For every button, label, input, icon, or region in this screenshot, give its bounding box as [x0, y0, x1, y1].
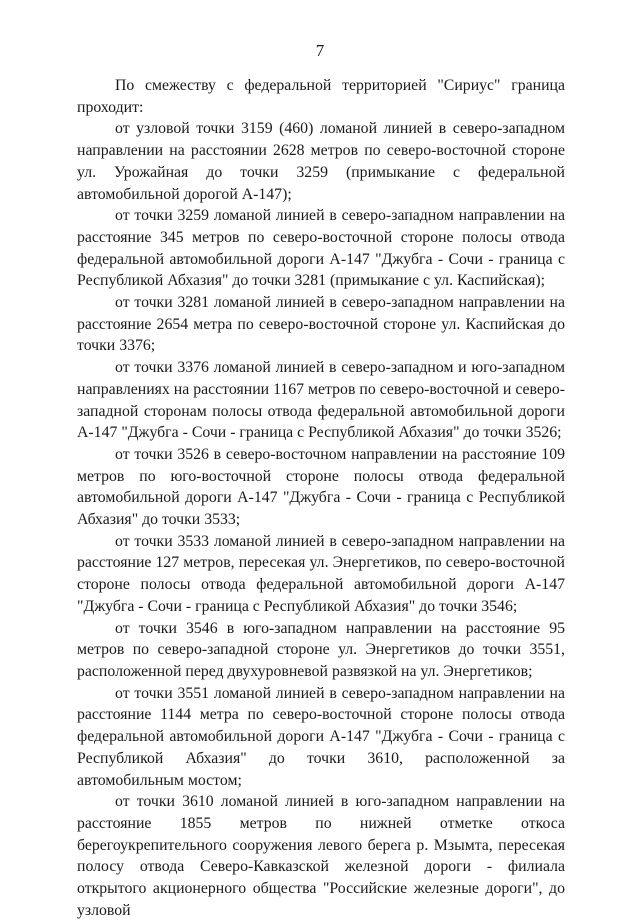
- paragraph-segment-3526: от точки 3526 в северо-восточном направлении на расстояние 109 метров по юго-восточной стороне полосы отвода федеральной автомобильной дороги А-147 "Джубга - Сочи - граница с Республикой Абхазия" до точки 3533;: [77, 445, 565, 529]
- document-body: [77, 75, 565, 921]
- page-number: 7: [315, 41, 325, 60]
- paragraph-segment-3533: от точки 3533 ломаной линией в северо-западном направлении на расстояние 127 метров, пересекая ул. Энергетиков, по северо-восточной стороне полосы отвода федеральной автомобильной дороги А-147 "Джубга - Сочи - граница с Республикой Абхазия" до точки 3546;: [77, 532, 565, 615]
- paragraph-segment-3281: от точки 3281 ломаной линией в северо-западном направлении на расстояние 2654 метра по северо-восточной стороне ул. Каспийская до точки 3376;: [77, 294, 565, 355]
- paragraph-segment-3159: от узловой точки 3159 (460) ломаной линией в северо-западном направлении на расстоянии 2628 метров по северо-восточной стороне ул. Урожайная до точки 3259 (примыкание с федеральной автомобильной дорогой А-147);: [77, 120, 565, 203]
- paragraph-segment-3376: от точки 3376 ломаной линией в северо-западном и юго-западном направлениях на расстоянии 1167 метров по северо-восточной и северо-западной сторонам полосы отвода федеральной автомобильной дороги А-147 "Джубга - Сочи - граница с Республикой Абхазия" до точки 3526;: [77, 359, 565, 442]
- paragraph-segment-3546: от точки 3546 в юго-западном направлении на расстояние 95 метров по северо-западной стороне ул. Энергетиков до точки 3551, расположенной перед двухуровневой развязкой на ул. Энергетиков;: [77, 619, 565, 680]
- paragraph-intro: По смежеству с федеральной территорией "Сириус" граница проходит:: [77, 77, 565, 116]
- paragraph-segment-3551: от точки 3551 ломаной линией в северо-западном направлении на расстояние 1144 метра по северо-восточной стороне полосы отвода федеральной автомобильной дороги А-147 "Джубга - Сочи - граница с Республикой Абхазия" до точки 3610, расположенной за автомобильным мостом;: [77, 684, 565, 789]
- paragraph-segment-3610: от точки 3610 ломаной линией в юго-западном направлении на расстояние 1855 метров по нижней отметке откоса берегоукрепительного сооружения левого берега р. Мзымта, пересекая полосу отвода Северо-Кавказской железной дороги - филиала открытого акционерного общества "Российские железные дороги", до узловой: [77, 793, 565, 919]
- paragraph-segment-3259: от точки 3259 ломаной линией в северо-западном направлении на расстояние 345 метров по северо-восточной стороне полосы отвода федеральной автомобильной дороги А-147 "Джубга - Сочи - граница с Республикой Абхазия" до точки 3281 (примыкание с ул. Каспийская);: [77, 207, 565, 290]
